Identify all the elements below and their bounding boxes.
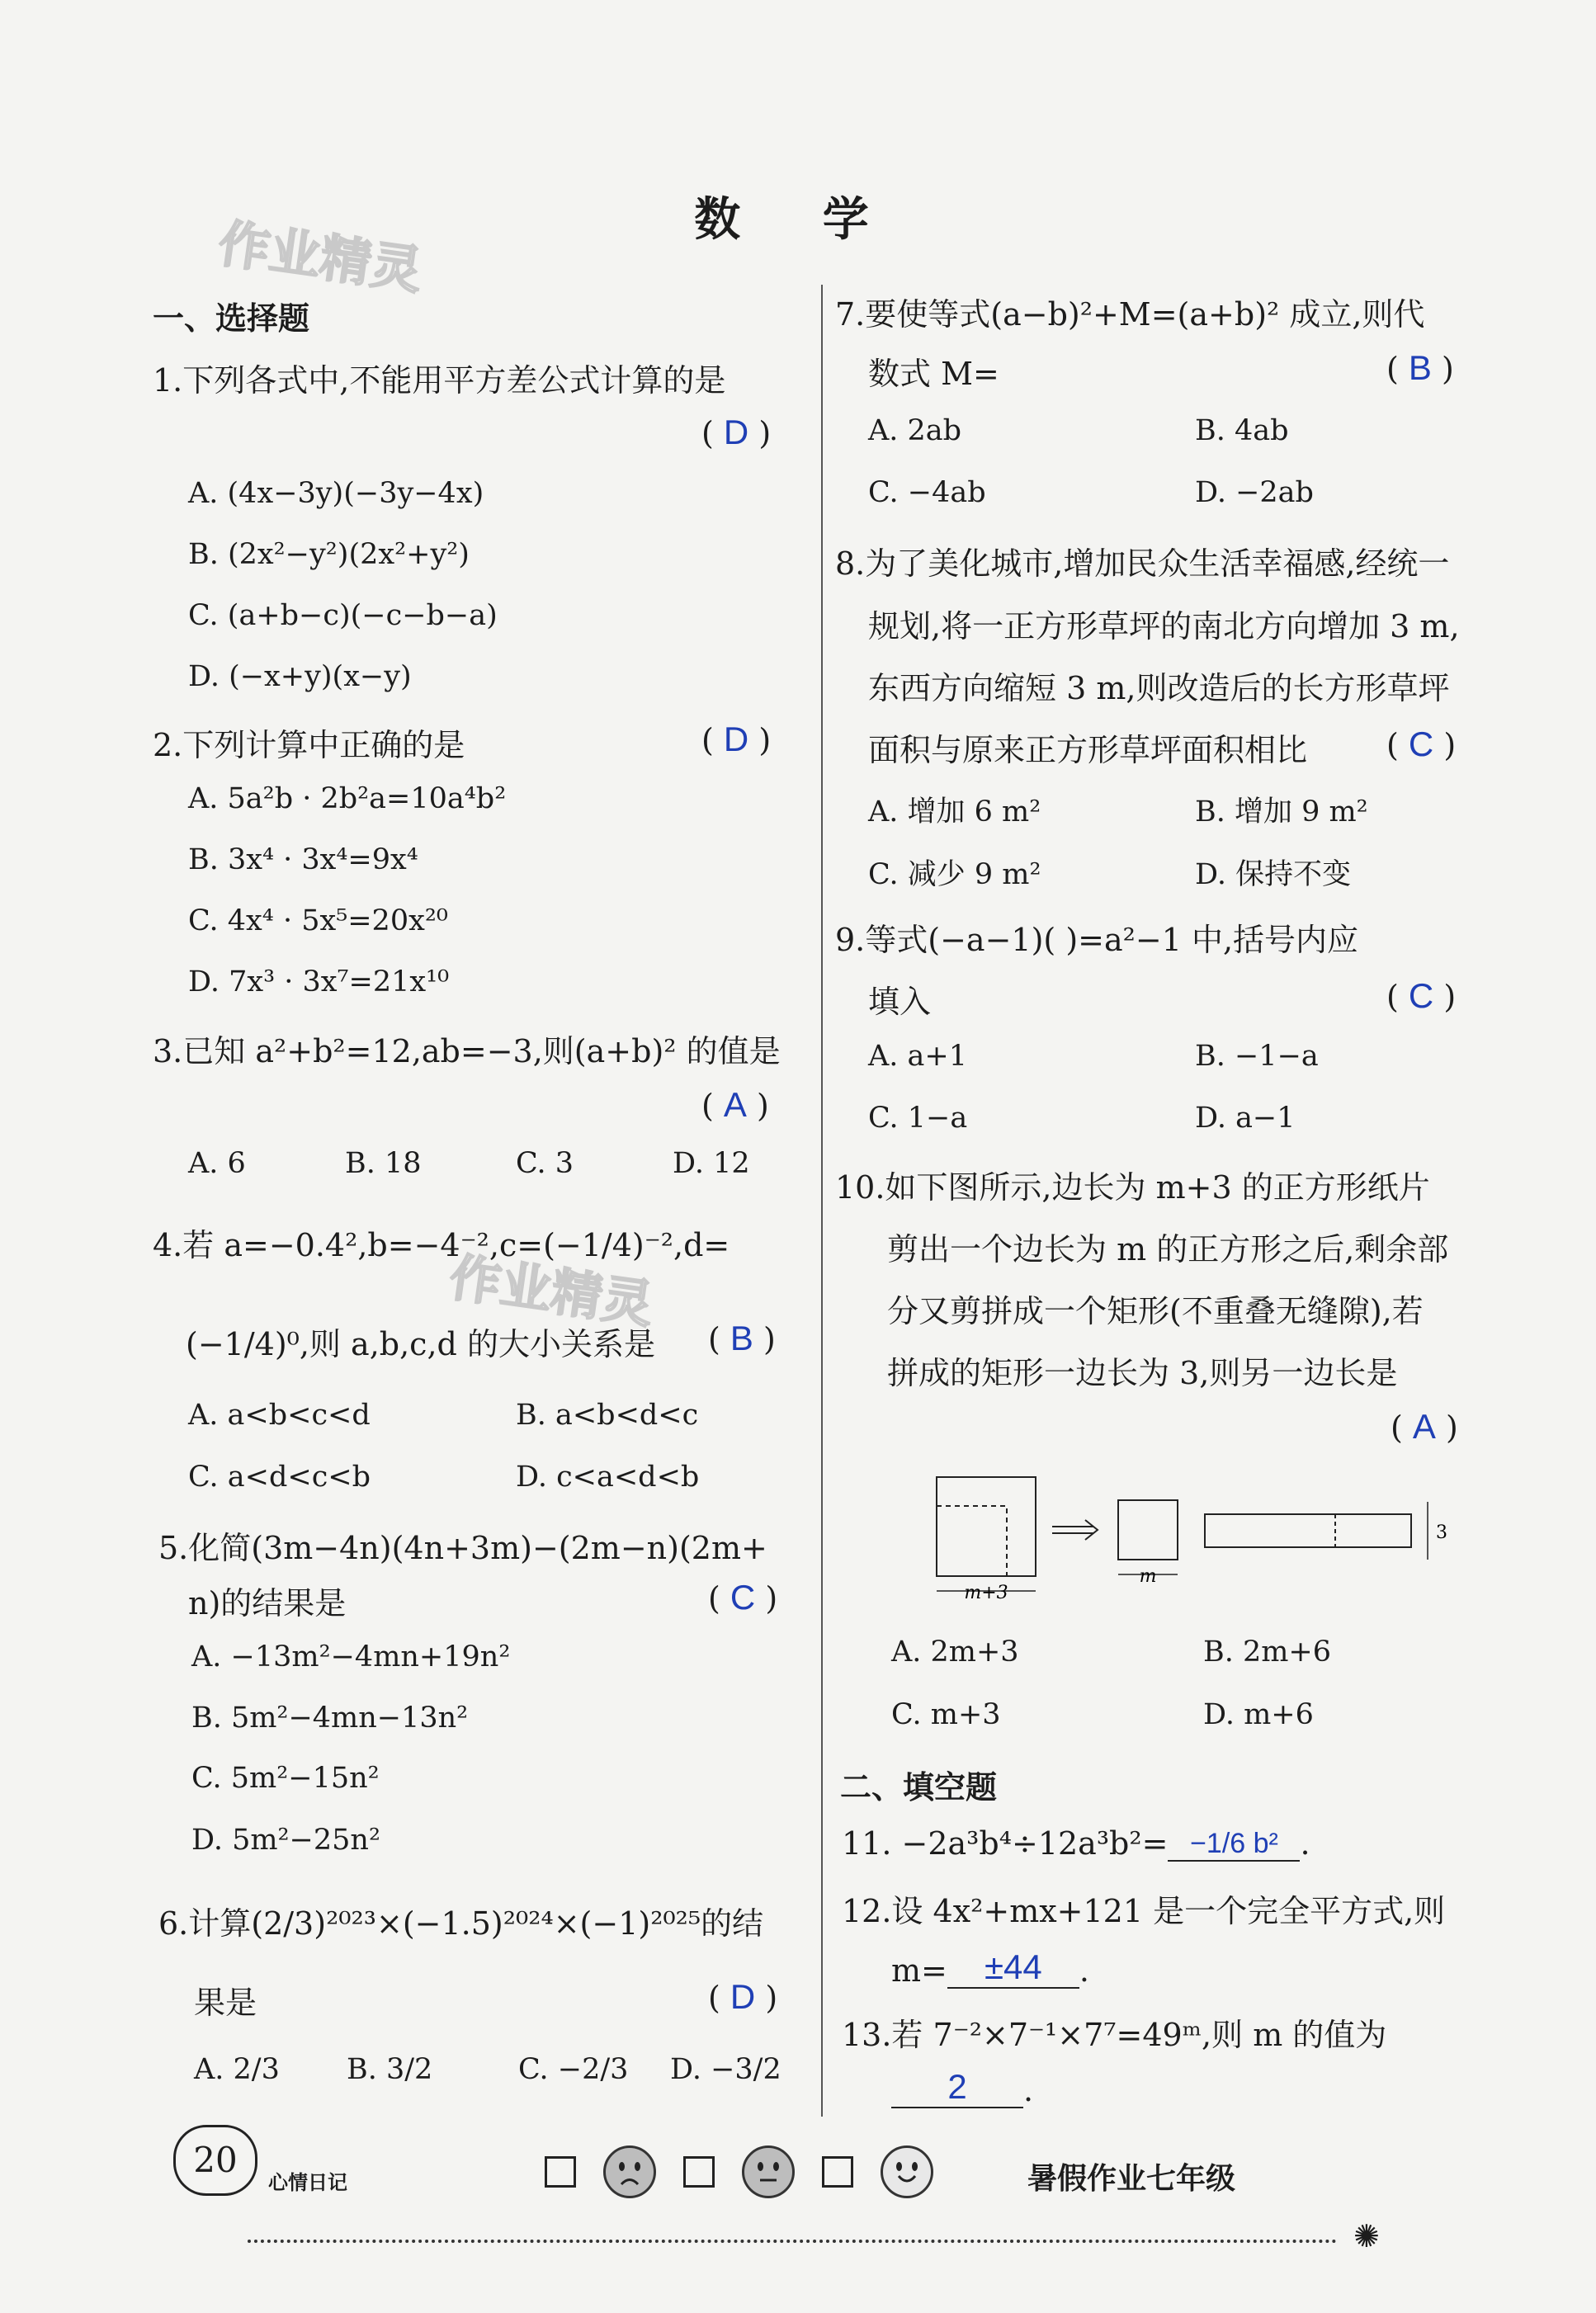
- happy-face-icon: [881, 2145, 933, 2198]
- q12-stem-line2: m=: [891, 1952, 947, 1989]
- q3-option-a: A. 6: [188, 1147, 246, 1180]
- q10-option-c: C. m+3: [891, 1698, 1001, 1731]
- q10-figure: [924, 1469, 1461, 1617]
- q2-answer: D: [723, 720, 749, 758]
- q4-stem-line2: (−1/4)⁰,则 a,b,c,d 的大小关系是: [186, 1326, 655, 1362]
- sad-face-icon: [603, 2145, 656, 2198]
- q3-option-d: D. 12: [673, 1147, 750, 1180]
- q7-stem-line2: 数式 M=: [868, 356, 999, 392]
- dimension-label-2: m: [1139, 1566, 1157, 1587]
- q9-option-d: D. a−1: [1195, 1102, 1296, 1135]
- q8-option-c: C. 减少 9 m²: [868, 858, 1041, 891]
- q7-stem-line1: 7.要使等式(a−b)²+M=(a+b)² 成立,则代: [835, 296, 1425, 333]
- q2-option-a: A. 5a²b · 2b²a=10a⁴b²: [188, 782, 507, 815]
- brand-label: 暑假作业七年级: [1027, 2162, 1236, 2196]
- q10-answer-slot: ( A ): [1391, 1407, 1458, 1446]
- q8-line3: 东西方向缩短 3 m,则改造后的长方形草坪: [868, 670, 1450, 706]
- square-original: [937, 1477, 1036, 1576]
- q4-answer-slot: ( B ): [708, 1319, 776, 1357]
- q10-answer: A: [1412, 1407, 1436, 1446]
- q7-option-c: C. −4ab: [868, 476, 986, 509]
- q9-answer-slot: ( C ): [1386, 976, 1457, 1015]
- section-fill-heading: 二、填空题: [840, 1769, 998, 1806]
- q12-answer: ±44: [984, 1947, 1042, 1986]
- q1-option-d: D. (−x+y)(x−y): [188, 660, 412, 693]
- watermark-logo: 作业精灵: [215, 213, 427, 301]
- q2-option-c: C. 4x⁴ · 5x⁵=20x²⁰: [188, 904, 448, 937]
- mood-checkbox-happy[interactable]: [822, 2156, 853, 2188]
- q6-option-a: A. 2/3: [194, 2053, 280, 2086]
- q1-stem: 1.下列各式中,不能用平方差公式计算的是: [153, 362, 726, 399]
- arrow-icon: [1052, 1520, 1098, 1540]
- square-cut-dashed: [937, 1506, 1007, 1576]
- q8-line2: 规划,将一正方形草坪的南北方向增加 3 m,: [868, 608, 1460, 644]
- q9-option-b: B. −1−a: [1195, 1040, 1319, 1073]
- mood-checkbox-neutral[interactable]: [683, 2156, 715, 2188]
- q9-option-a: A. a+1: [868, 1040, 967, 1073]
- page-number: 20: [173, 2125, 257, 2196]
- q5-option-a: A. −13m²−4mn+19n²: [191, 1640, 511, 1673]
- q11-line: 11. −2a³b⁴÷12a³b²= −1/6 b² .: [842, 1825, 1310, 1862]
- q7-option-a: A. 2ab: [868, 414, 962, 447]
- q11-stem: 11. −2a³b⁴÷12a³b²=: [842, 1825, 1169, 1862]
- q5-stem-line2: n)的结果是: [188, 1585, 347, 1621]
- dimension-label-3: 3: [1436, 1522, 1447, 1543]
- q12-stem-line1: 12.设 4x²+mx+121 是一个完全平方式,则: [842, 1893, 1446, 1929]
- q1-option-a: A. (4x−3y)(−3y−4x): [188, 477, 484, 510]
- q3-option-c: C. 3: [516, 1147, 574, 1180]
- q4-stem-line1: 4.若 a=−0.4²,b=−4⁻²,c=(−1/4)⁻²,d=: [153, 1227, 730, 1263]
- q9-answer: C: [1408, 976, 1434, 1015]
- footer-dotted-line: [248, 2240, 1337, 2243]
- q3-stem: 3.已知 a²+b²=12,ab=−3,则(a+b)² 的值是: [153, 1033, 781, 1069]
- q13-answer: 2: [947, 2067, 967, 2106]
- q6-stem-line1: 6.计算(2/3)²⁰²³×(−1.5)²⁰²⁴×(−1)²⁰²⁵的结: [158, 1905, 764, 1942]
- q12-answer-blank: [947, 1947, 1079, 1989]
- q6-option-c: C. −2/3: [518, 2053, 629, 2086]
- watermark-logo-center: 作业精灵: [446, 1247, 658, 1335]
- q10-line2: 剪出一个边长为 m 的正方形之后,剩余部: [887, 1231, 1449, 1267]
- q11-answer-blank: [1168, 1824, 1300, 1862]
- q7-option-d: D. −2ab: [1195, 476, 1314, 509]
- q1-answer-slot: ( D ): [701, 413, 772, 451]
- rectangle-result: [1205, 1514, 1411, 1547]
- q1-option-b: B. (2x²−y²)(2x²+y²): [188, 538, 470, 571]
- q4-option-d: D. c<a<d<b: [516, 1461, 700, 1494]
- section-choice-heading: 一、选择题: [153, 300, 310, 337]
- q6-stem-line2: 果是: [194, 1985, 257, 2021]
- dimension-label-1: m+3: [964, 1583, 1008, 1603]
- q2-answer-slot: ( D ): [701, 720, 772, 758]
- q3-option-b: B. 18: [345, 1147, 422, 1180]
- q5-answer-slot: ( C ): [708, 1578, 778, 1617]
- q10-line3: 分又剪拼成一个矩形(不重叠无缝隙),若: [887, 1293, 1424, 1329]
- q5-option-c: C. 5m²−15n²: [191, 1762, 380, 1795]
- q10-line1: 10.如下图所示,边长为 m+3 的正方形纸片: [835, 1169, 1430, 1206]
- q12-line2: m= ±44 .: [891, 1947, 1089, 1989]
- q4-option-a: A. a<b<c<d: [188, 1399, 371, 1432]
- q6-answer: D: [730, 1977, 756, 2016]
- q8-option-d: D. 保持不变: [1195, 858, 1352, 891]
- page-title: 数 学: [694, 192, 902, 247]
- neutral-face-icon: [742, 2145, 795, 2198]
- q6-answer-slot: ( D ): [708, 1977, 778, 2016]
- q8-option-a: A. 增加 6 m²: [868, 795, 1041, 828]
- q7-answer-slot: ( B ): [1386, 348, 1454, 387]
- q5-option-d: D. 5m²−25n²: [191, 1824, 380, 1857]
- mood-row: [545, 2145, 933, 2198]
- q4-option-b: B. a<b<d<c: [516, 1399, 699, 1432]
- q5-stem-line1: 5.化简(3m−4n)(4n+3m)−(2m−n)(2m+: [158, 1530, 767, 1566]
- q2-option-d: D. 7x³ · 3x⁷=21x¹⁰: [188, 965, 450, 998]
- square-small: [1118, 1500, 1178, 1560]
- q4-option-c: C. a<d<c<b: [188, 1461, 371, 1494]
- q8-option-b: B. 增加 9 m²: [1195, 795, 1368, 828]
- q13-answer-blank: [891, 2067, 1023, 2108]
- mood-checkbox-sad[interactable]: [545, 2156, 576, 2188]
- q10-line4: 拼成的矩形一边长为 3,则另一边长是: [887, 1355, 1398, 1391]
- q10-option-a: A. 2m+3: [891, 1636, 1019, 1669]
- q3-answer: A: [723, 1085, 747, 1124]
- q9-stem-line1: 9.等式(−a−1)( )=a²−1 中,括号内应: [835, 922, 1359, 958]
- q3-answer-slot: ( A ): [701, 1085, 769, 1124]
- q5-option-b: B. 5m²−4mn−13n²: [191, 1702, 469, 1735]
- q8-answer: C: [1408, 725, 1434, 763]
- q10-option-b: B. 2m+6: [1203, 1636, 1332, 1669]
- mood-diary-label: 心情日记: [268, 2171, 347, 2194]
- q5-answer: C: [730, 1578, 756, 1617]
- q10-option-d: D. m+6: [1203, 1698, 1314, 1731]
- q11-answer: −1/6 b²: [1190, 1828, 1278, 1859]
- q9-stem-line2: 填入: [868, 984, 932, 1020]
- q8-line1: 8.为了美化城市,增加民众生活幸福感,经统一: [835, 545, 1450, 582]
- q7-option-b: B. 4ab: [1195, 414, 1289, 447]
- q1-answer: D: [723, 413, 749, 451]
- q9-option-c: C. 1−a: [868, 1102, 968, 1135]
- q1-option-c: C. (a+b−c)(−c−b−a): [188, 599, 498, 632]
- q6-option-d: D. −3/2: [670, 2053, 781, 2086]
- q8-answer-slot: ( C ): [1386, 725, 1457, 763]
- sun-decoration-icon: ✺: [1353, 2218, 1380, 2254]
- q4-answer: B: [730, 1319, 753, 1357]
- q2-stem: 2.下列计算中正确的是: [153, 727, 465, 763]
- q2-option-b: B. 3x⁴ · 3x⁴=9x⁴: [188, 843, 418, 876]
- q8-line4: 面积与原来正方形草坪面积相比: [868, 732, 1308, 768]
- q7-answer: B: [1408, 348, 1432, 387]
- q13-line2: 2 .: [891, 2067, 1033, 2108]
- q6-option-b: B. 3/2: [347, 2053, 433, 2086]
- column-divider: [821, 285, 823, 2117]
- q13-stem: 13.若 7⁻²×7⁻¹×7⁷=49ᵐ,则 m 的值为: [842, 2017, 1387, 2053]
